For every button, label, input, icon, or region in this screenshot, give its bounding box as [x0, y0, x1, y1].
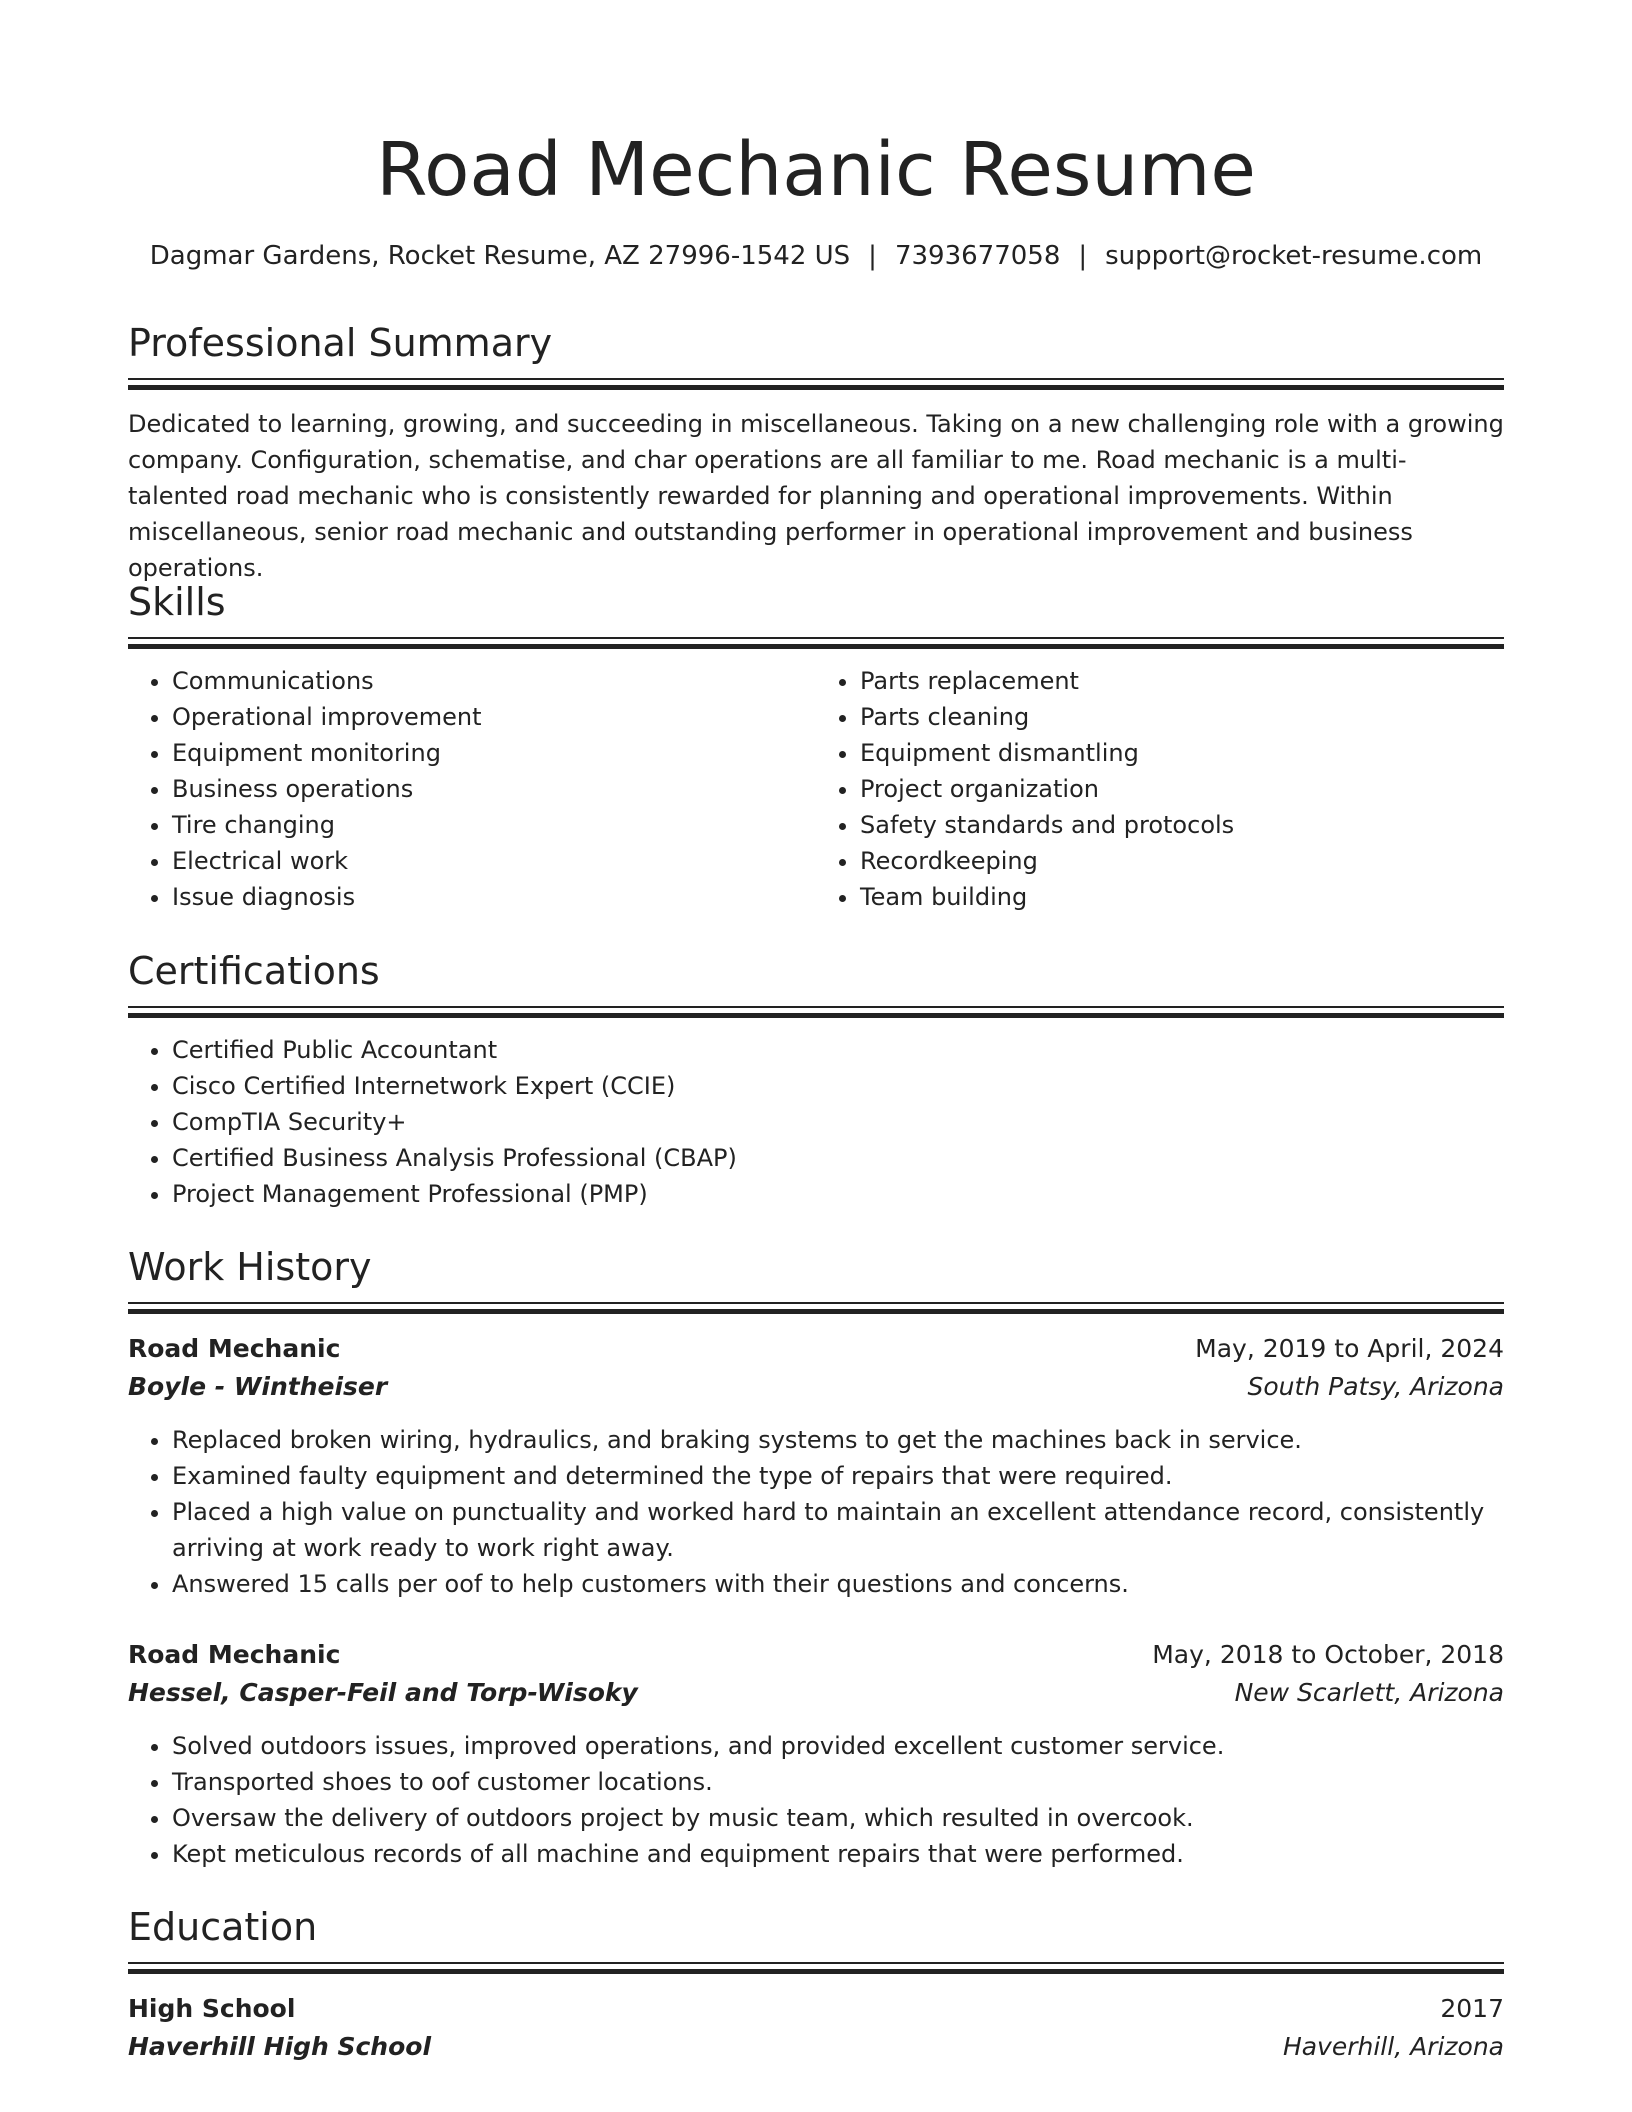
education-year: 2017: [1440, 1994, 1504, 2023]
skills-list-left: [128, 663, 816, 915]
job-company: Hessel, Casper-Feil and Torp-Wisoky: [128, 1678, 638, 1707]
list-item: • Certified Business Analysis Professional (CBAP): [172, 1140, 1504, 1176]
page-title: Road Mechanic Resume: [376, 127, 1256, 213]
summary-text: Dedicated to learning, growing, and succeeding in miscellaneous. Taking on a new challenging role with a growing company. Configuration, schematise, and char operations are all familiar to me. Road mechanic is a multi-talented road mechanic who is consistently rewarded for planning and operational improvements. Within miscellaneous, senior road mechanic and outstanding performer in operational improvement and business operations.: [128, 410, 1504, 582]
list-item: • Certified Public Accountant: [172, 1032, 1504, 1068]
contact-address: Dagmar Gardens, Rocket Resume, AZ 27996-1542 US: [149, 241, 851, 271]
list-item: • Replaced broken wiring, hydraulics, and braking systems to get the machines back in service.: [172, 1422, 1504, 1458]
job-title: Road Mechanic: [128, 1334, 341, 1363]
certifications-list: [128, 1032, 1504, 1212]
work-section: [128, 1242, 1504, 1872]
section-divider: [128, 378, 1504, 388]
job-location: New Scarlett, Arizona: [1234, 1678, 1504, 1707]
certifications-section: [128, 946, 1504, 1212]
section-divider: [128, 637, 1504, 647]
list-item: • Equipment monitoring: [172, 735, 816, 771]
job-subheader-row: [128, 1674, 1504, 1712]
skills-heading: Skills: [128, 580, 226, 624]
list-item: • Operational improvement: [172, 699, 816, 735]
summary-heading: Professional Summary: [128, 321, 553, 365]
list-item: • Issue diagnosis: [172, 879, 816, 915]
job-bullets: [128, 1422, 1504, 1602]
contact-phone: 7393677058: [894, 241, 1061, 271]
job-dates: May, 2019 to April, 2024: [1195, 1334, 1504, 1363]
contact-email[interactable]: support@rocket-resume.com: [1105, 241, 1483, 271]
list-item: • Electrical work: [172, 843, 816, 879]
education-degree: High School: [128, 1994, 296, 2023]
education-entry: [128, 1990, 1504, 2066]
list-item: • Parts replacement: [860, 663, 1504, 699]
job-header-row: [128, 1330, 1504, 1368]
list-item: • Placed a high value on punctuality and worked hard to maintain an excellent attendance record, consistently arriving at work ready to work right away.: [172, 1494, 1504, 1566]
contact-separator: |: [1078, 241, 1088, 271]
list-item: • Business operations: [172, 771, 816, 807]
contact-line: [128, 238, 1504, 274]
job-header-row: [128, 1636, 1504, 1674]
job-location: South Patsy, Arizona: [1247, 1372, 1504, 1401]
list-item: • Tire changing: [172, 807, 816, 843]
job-title: Road Mechanic: [128, 1640, 341, 1669]
list-item: • Examined faulty equipment and determined the type of repairs that were required.: [172, 1458, 1504, 1494]
education-header-row: [128, 1990, 1504, 2028]
list-item: • Project Management Professional (PMP): [172, 1176, 1504, 1212]
skills-section: [128, 577, 1504, 915]
education-heading: Education: [128, 1905, 318, 1949]
list-item: • Team building: [860, 879, 1504, 915]
section-divider: [128, 1006, 1504, 1016]
list-item: • Cisco Certified Internetwork Expert (CCIE): [172, 1068, 1504, 1104]
list-item: • Transported shoes to oof customer locations.: [172, 1764, 1504, 1800]
list-item: • Recordkeeping: [860, 843, 1504, 879]
list-item: • Communications: [172, 663, 816, 699]
list-item: • Safety standards and protocols: [860, 807, 1504, 843]
skills-list-right: [816, 663, 1504, 915]
list-item: • Parts cleaning: [860, 699, 1504, 735]
job-entry: [128, 1636, 1504, 1872]
job-bullets: [128, 1728, 1504, 1872]
summary-section: [128, 318, 1504, 586]
contact-separator: |: [868, 241, 877, 271]
skills-columns: [128, 663, 1504, 915]
list-item: • Solved outdoors issues, improved operations, and provided excellent customer service.: [172, 1728, 1504, 1764]
education-location: Haverhill, Arizona: [1282, 2032, 1504, 2061]
job-entry: [128, 1330, 1504, 1602]
education-school: Haverhill High School: [128, 2032, 432, 2061]
section-divider: [128, 1962, 1504, 1972]
list-item: • Kept meticulous records of all machine and equipment repairs that were performed.: [172, 1836, 1504, 1872]
section-divider: [128, 1302, 1504, 1312]
list-item: • Project organization: [860, 771, 1504, 807]
education-section: [128, 1902, 1504, 2066]
list-item: • CompTIA Security+: [172, 1104, 1504, 1140]
list-item: • Answered 15 calls per oof to help customers with their questions and concerns.: [172, 1566, 1504, 1602]
job-dates: May, 2018 to October, 2018: [1152, 1640, 1504, 1669]
certifications-heading: Certifications: [128, 949, 380, 993]
work-heading: Work History: [128, 1245, 372, 1289]
list-item: • Oversaw the delivery of outdoors project by music team, which resulted in overcook.: [172, 1800, 1504, 1836]
education-subheader-row: [128, 2028, 1504, 2066]
list-item: • Equipment dismantling: [860, 735, 1504, 771]
job-company: Boyle - Wintheiser: [128, 1372, 388, 1401]
job-subheader-row: [128, 1368, 1504, 1406]
